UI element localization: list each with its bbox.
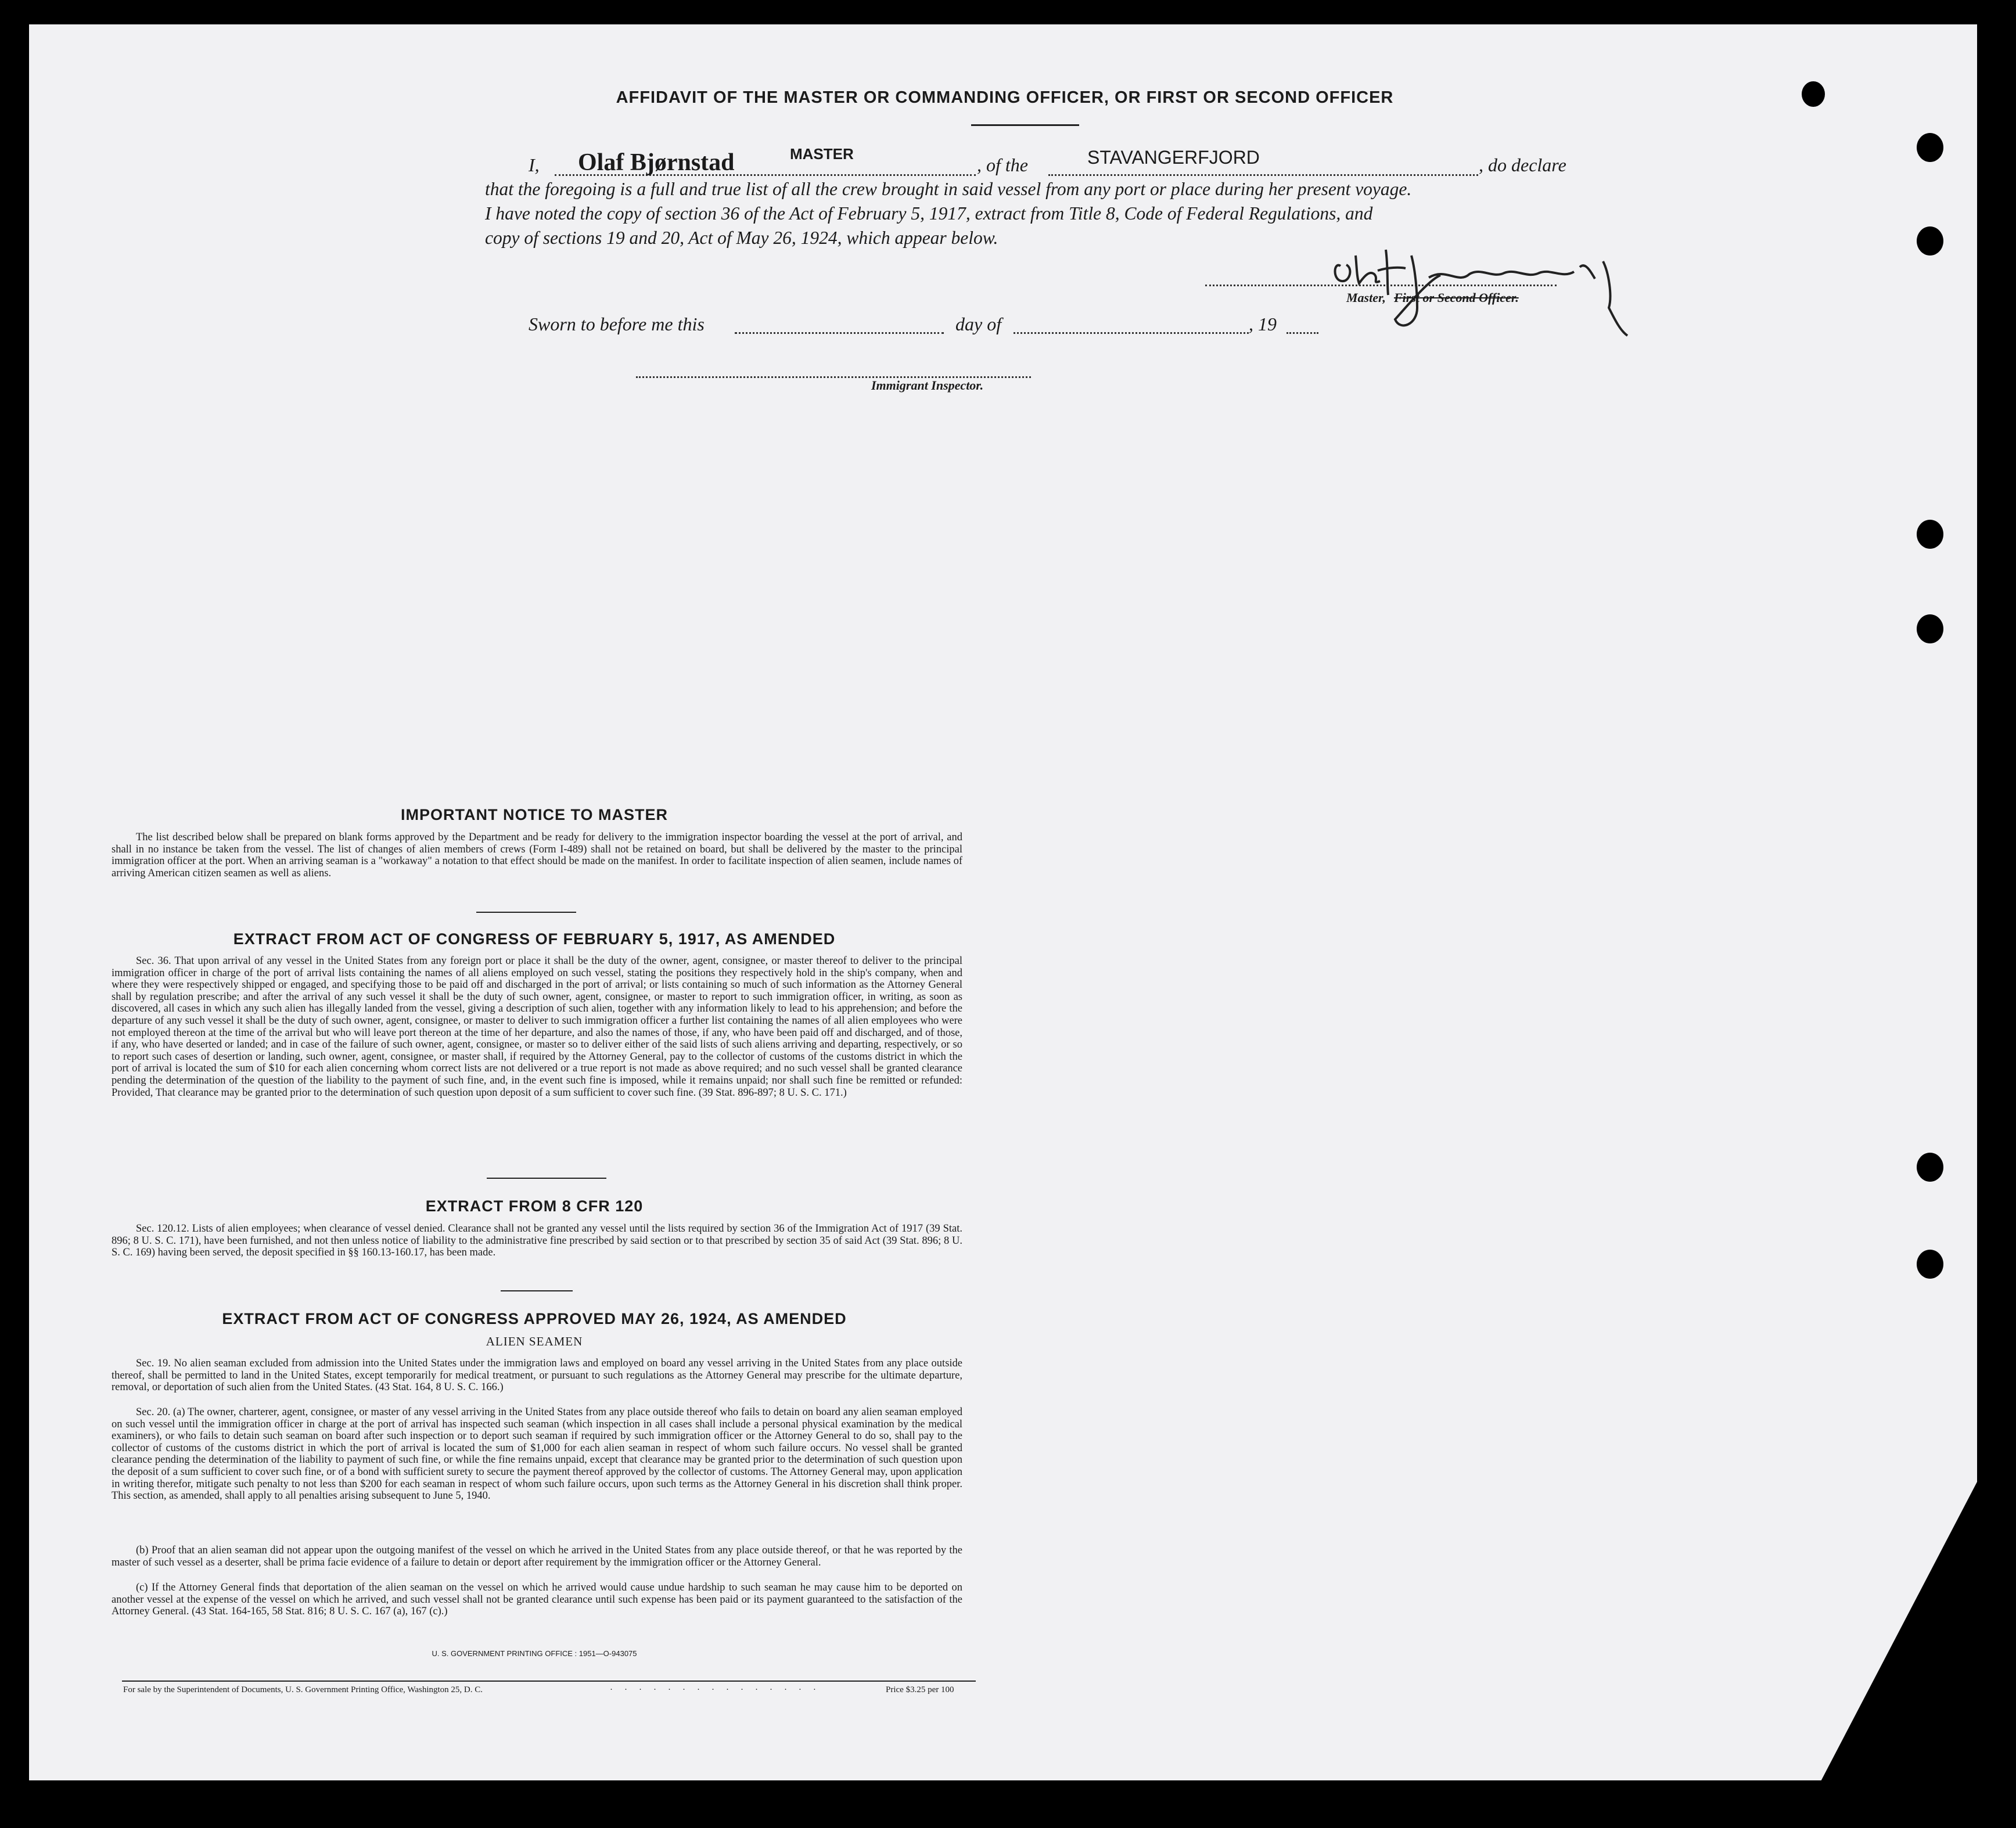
affidavit-line-4: copy of sections 19 and 20, Act of May 26, 1924, which appear below. (485, 228, 998, 248)
sec-19-text: Sec. 19. No alien seaman excluded from admission into the United States under the immigration laws and employed on board any vessel arriving in the United States from any place outside thereof, shall be permitted to land in the United States, except temporarily for medical treatment, or pursuant to such regulations as the Attorney General may prescribe for the ultimate departure, removal, or deportation of such alien from the United States. (43 Stat. 164, 8 U. S. C. 166.) (112, 1358, 962, 1394)
sec-20c-text: (c) If the Attorney General finds that deportation of the alien seaman on the vessel on which he arrived would cause undue hardship to such seaman he may cause him to be deported on another vessel at the expense of the vessel on which he arrived, and such vessel shall not be granted clearance until such expense has been paid or its payment guaranteed to the satisfaction of the Attorney General. (43 Stat. 164-165, 58 Stat. 816; 8 U. S. C. 167 (a), 167 (c).) (112, 1582, 962, 1618)
master-name-field: Olaf Bjørnstad (578, 149, 735, 176)
punch-hole (1917, 1250, 1943, 1279)
extract-cfr-text: Sec. 120.12. Lists of alien employees; when clearance of vessel denied. Clearance shall not be granted any vessel until the lists required by section 36 of the Immigration Act of 1917 (39 Stat. 896; 8 U. S. C. 171), have been furnished, and not then unless notice of liability to the administrative fine prescribed by said section or to that prescribed by section 35 of said Act (39 Stat. 896; 8 U. S. C. 169) having been served, the deposit specified in §§ 160.13-160.17, has been made. (112, 1223, 962, 1259)
vessel-field-line (1048, 174, 1478, 176)
punch-hole (1917, 520, 1943, 549)
punch-hole (1917, 226, 1943, 256)
inspector-caption: Immigrant Inspector. (871, 378, 984, 393)
extract-1917-heading: EXTRACT FROM ACT OF CONGRESS OF FEBRUARY 5, 1917, AS AMENDED (233, 930, 836, 948)
extract-cfr-heading: EXTRACT FROM 8 CFR 120 (425, 1197, 644, 1215)
gpo-imprint: U. S. GOVERNMENT PRINTING OFFICE : 1951—O-943075 (432, 1649, 637, 1658)
punch-hole (1917, 1620, 1943, 1649)
sworn-year-line (1286, 332, 1318, 334)
notice-heading: IMPORTANT NOTICE TO MASTER (401, 806, 668, 823)
day-of-label: day of (955, 314, 1002, 334)
do-declare-label: , do declare (1479, 154, 1566, 175)
sworn-day-line (735, 332, 944, 334)
document-page (29, 24, 1977, 1780)
affidavit-line-3: I have noted the copy of section 36 of the Act of February 5, 1917, extract from Title 8, Code of Federal Regulations, and (485, 203, 1373, 224)
leader-dots: ··············· (610, 1685, 828, 1694)
punch-hole (1917, 133, 1943, 162)
affidavit-title: AFFIDAVIT OF THE MASTER OR COMMANDING OFFICER, OR FIRST OR SECOND OFFICER (616, 88, 1394, 107)
footer-rule (122, 1681, 976, 1682)
of-the-label: , of the (977, 154, 1028, 175)
for-sale-notice: For sale by the Superintendent of Documents, U. S. Government Printing Office, Washington 25, D. C. (123, 1685, 483, 1694)
price-notice: Price $3.25 per 100 (886, 1685, 954, 1694)
signature-caption-master: Master, (1346, 290, 1386, 305)
title-rule (971, 124, 1079, 126)
sworn-label: Sworn to before me this (529, 314, 705, 334)
punch-hole (1917, 614, 1943, 643)
punch-hole (1802, 81, 1825, 107)
sec-20b-text: (b) Proof that an alien seaman did not appear upon the outgoing manifest of the vessel on which he arrived in the United States from any place outside thereof, or that he was reported by the master of such vessel as a deserter, shall be prima facie evidence of a failure to detain or deport after requirement by the immigration officer or the Attorney General. (112, 1545, 962, 1568)
section-divider (487, 1178, 606, 1179)
rank-stamp: MASTER (790, 145, 854, 163)
section-divider (501, 1290, 573, 1291)
signature-caption-struck: First or Second Officer. (1394, 290, 1519, 305)
notice-text: The list described below shall be prepared on blank forms approved by the Department and be ready for delivery to the immigration inspector boarding the vessel at the port of arrival, and shall in no instance be taken from the vessel. The list of changes of alien members of crews (Form I-489) shall not be retained on board, but shall be delivered by the master to the principal immigration officer at the port. When an arriving seaman is a "workaway" a notation to that effect should be made on the manifest. In order to facilitate inspection of alien seamen, include names of arriving American citizen seamen as well as aliens. (112, 832, 962, 879)
punch-hole (1917, 1153, 1943, 1182)
extract-1917-text: Sec. 36. That upon arrival of any vessel in the United States from any foreign port or place it shall be the duty of the owner, agent, consignee, or master thereof to deliver to the principal immigration officer in charge of the port of arrival lists containing the names of all aliens employed on such vessel, stating the positions they respectively hold in the ship's company, when and where they were respectively shipped or engaged, and specifying those to be paid off and discharged in the port of arrival; or lists containing so much of such information as the Attorney General shall by regulation prescribe; and after the arrival of any such vessel it shall be the duty of such owner, agent, consignee, or master to report to such immigration officer, in writing, as soon as discovered, all cases in which any such alien has illegally landed from the vessel, giving a description of such alien, together with any information likely to lead to his apprehension; and before the departure of any such vessel it shall be the duty of such owner, agent, consignee, or master to deliver to such immigration officer a further list containing the names of all alien employees who were not employed thereon at the time of the arrival but who will leave port thereon at the time of her departure, and also the names of those, if any, who have been paid off and discharged, and of those, if any, who have deserted or landed; and in case of the failure of such owner, agent, consignee, or master so to deliver either of the said lists of such aliens arriving and departing, respectively, or so to report such cases of desertion or landing, such owner, agent, consignee, or master shall, if required by the Attorney General, pay to the collector of customs of the customs district in which the port of arrival is located the sum of $10 for each alien concerning whom correct lists are not delivered or a true report is not made as above required; and no such vessel shall be granted clearance pending the determination of the question of the liability to the payment of such fine, and, in the event such fine is imposed, while it remains unpaid; nor shall such fine be remitted or refunded: Provided, That clearance may be granted prior to the determination of such question upon deposit of a sum sufficient to cover such fine. (39 Stat. 896-897; 8 U. S. C. 171.) (112, 955, 962, 1099)
sec-20a-text: Sec. 20. (a) The owner, charterer, agent, consignee, or master of any vessel arriving in the United States from any place outside thereof who fails to detain on board any alien seaman employed on such vessel until the immigration officer in charge at the port of arrival has inspected such seaman (which inspection in all cases shall include a personal physical examination by the medical examiners), or who fails to detain such seaman on board after such inspection or to deport such seaman if required by such immigration officer or the Attorney General to do so, shall pay to the collector of customs of the customs district in which the port of arrival is located the sum of $1,000 for each alien seaman in respect of whom such failure occurs. No vessel shall be granted clearance pending the determination of the liability to payment of such fine, or while the fine remains unpaid, except that clearance may be granted prior to the determination of such question upon the deposit of a sum sufficient to cover such fine, or of a bond with sufficient surety to secure the payment thereof approved by the collector of customs. The Attorney General may, upon application in writing therefor, mitigate such penalty to not less than $200 for each seaman in respect of whom such failure occurs, upon such terms as the Attorney General in his discretion shall think proper. This section, as amended, shall apply to all penalties arising subsequent to June 5, 1940. (112, 1406, 962, 1502)
i-label: I, (529, 154, 540, 175)
affidavit-line-2: that the foregoing is a full and true list of all the crew brought in said vessel from any port or place during her present voyage. (485, 179, 1412, 199)
extract-1924-heading: EXTRACT FROM ACT OF CONGRESS APPROVED MAY 26, 1924, AS AMENDED (222, 1310, 847, 1327)
section-divider (476, 912, 576, 913)
year-label: , 19 (1249, 314, 1277, 334)
vessel-name-field: STAVANGERFJORD (1087, 147, 1260, 168)
alien-seamen-subheading: ALIEN SEAMEN (486, 1334, 583, 1348)
sworn-month-line (1014, 332, 1249, 334)
